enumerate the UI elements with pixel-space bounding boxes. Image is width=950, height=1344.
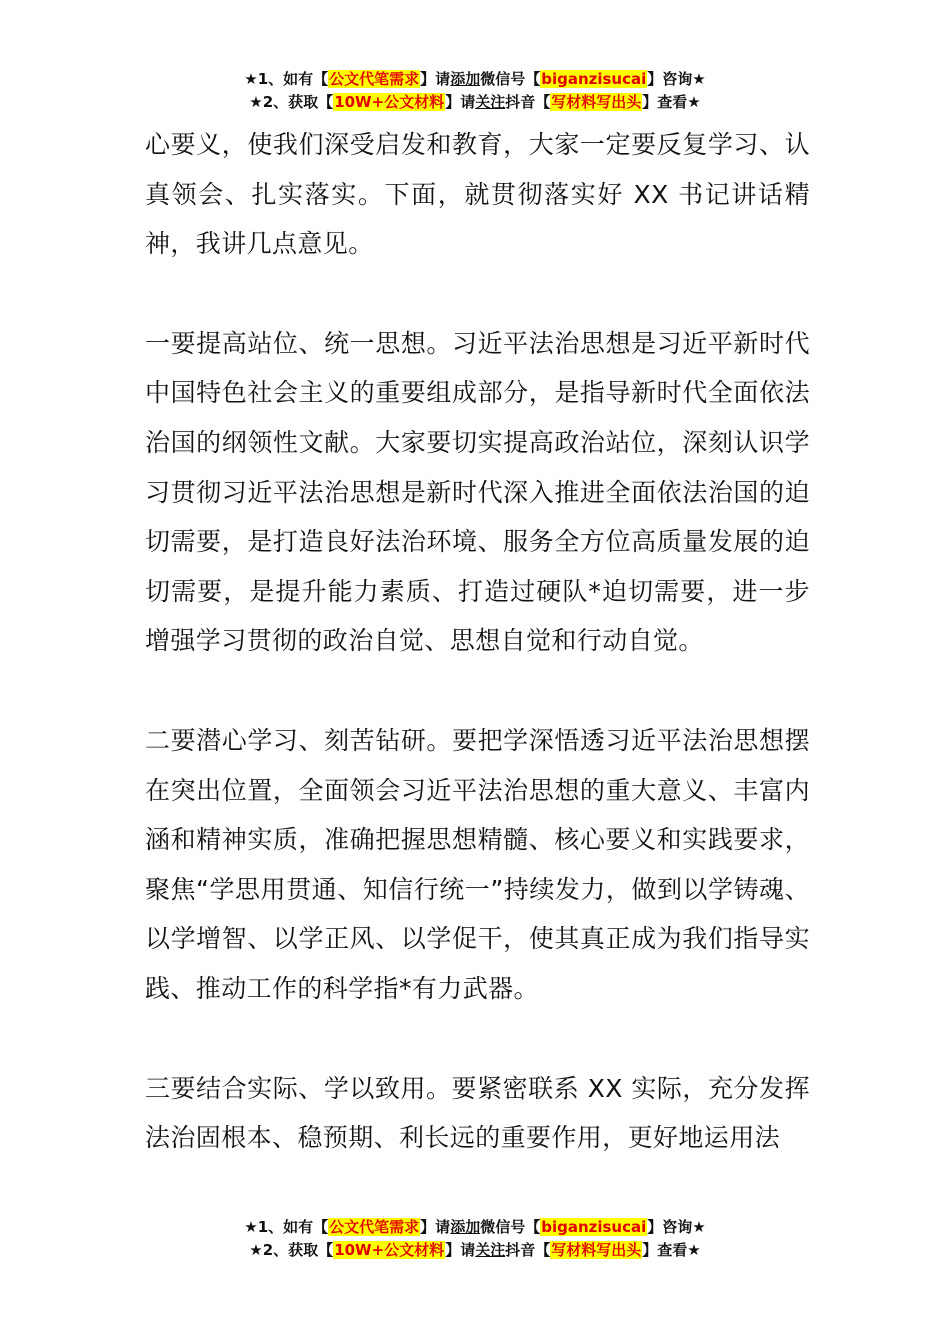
paragraph-3: 三要结合实际、学以致用。要紧密联系 XX 实际，充分发挥法治固根本、稳预期、利长远的重要作用，更好地运用法 xyxy=(145,1073,810,1153)
footer-highlight: 公文代笔需求 xyxy=(329,1218,420,1236)
header-text: 】请 xyxy=(445,93,476,111)
footer-line-1 xyxy=(0,1216,950,1239)
header-text: 抖音【 xyxy=(505,93,551,111)
footer-text: 微信号【 xyxy=(480,1218,541,1236)
header-highlight: 10W+公文材料 xyxy=(334,93,445,111)
footer-banner xyxy=(0,1216,950,1262)
header-line-1 xyxy=(0,68,950,91)
header-underline: 添加 xyxy=(450,70,481,88)
paragraph-0: 心要义，使我们深受启发和教育，大家一定要反复学习、认真领会、扎实落实。下面，就贯彻落实好 XX 书记讲话精神，我讲几点意见。 xyxy=(145,130,810,259)
footer-text: ★1、如有【 xyxy=(244,1218,329,1236)
header-text: 微信号【 xyxy=(480,70,541,88)
header-text: ★2、获取【 xyxy=(249,93,334,111)
document-body xyxy=(145,120,810,1163)
paragraph-1: 一要提高站位、统一思想。习近平法治思想是习近平新时代中国特色社会主义的重要组成部分，是指导新时代全面依法治国的纲领性文献。大家要切实提高政治站位，深刻认识学习贯彻习近平法治思想是新时代深入推进全面依法治国的迫切需要，是打造良好法治环境、服务全方位高质量发展的迫切需要，是提升能力素质、打造过硬队*迫切需要，进一步增强学习贯彻的政治自觉、思想自觉和行动自觉。 xyxy=(145,328,810,656)
footer-text: 】咨询★ xyxy=(647,1218,706,1236)
wechat-id: biganzisucai xyxy=(541,70,647,88)
wechat-id: biganzisucai xyxy=(541,1218,647,1236)
footer-text: 】请 xyxy=(445,1241,476,1259)
header-banner xyxy=(0,68,950,114)
header-line-2 xyxy=(0,91,950,114)
footer-highlight: 10W+公文材料 xyxy=(334,1241,445,1259)
header-text: ★1、如有【 xyxy=(244,70,329,88)
header-underline: 关注 xyxy=(475,93,506,111)
footer-underline: 添加 xyxy=(450,1218,481,1236)
header-text: 】请 xyxy=(420,70,451,88)
header-highlight: 公文代笔需求 xyxy=(329,70,420,88)
footer-text: 抖音【 xyxy=(505,1241,551,1259)
footer-underline: 关注 xyxy=(475,1241,506,1259)
footer-text: 】请 xyxy=(420,1218,451,1236)
footer-text: 】查看★ xyxy=(642,1241,701,1259)
douyin-account: 写材料写出头 xyxy=(551,1241,642,1259)
header-text: 】查看★ xyxy=(642,93,701,111)
paragraph-2: 二要潜心学习、刻苦钻研。要把学深悟透习近平法治思想摆在突出位置，全面领会习近平法治思想的重大意义、丰富内涵和精神实质，准确把握思想精髓、核心要义和实践要求，聚焦“学思用贯通、知信行统一”持续发力，做到以学铸魂、以学增智、以学正风、以学促干，使其真正成为我们指导实践、推动工作的科学指*有力武器。 xyxy=(145,725,810,1003)
footer-line-2 xyxy=(0,1239,950,1262)
douyin-account: 写材料写出头 xyxy=(551,93,642,111)
footer-text: ★2、获取【 xyxy=(249,1241,334,1259)
header-text: 】咨询★ xyxy=(647,70,706,88)
